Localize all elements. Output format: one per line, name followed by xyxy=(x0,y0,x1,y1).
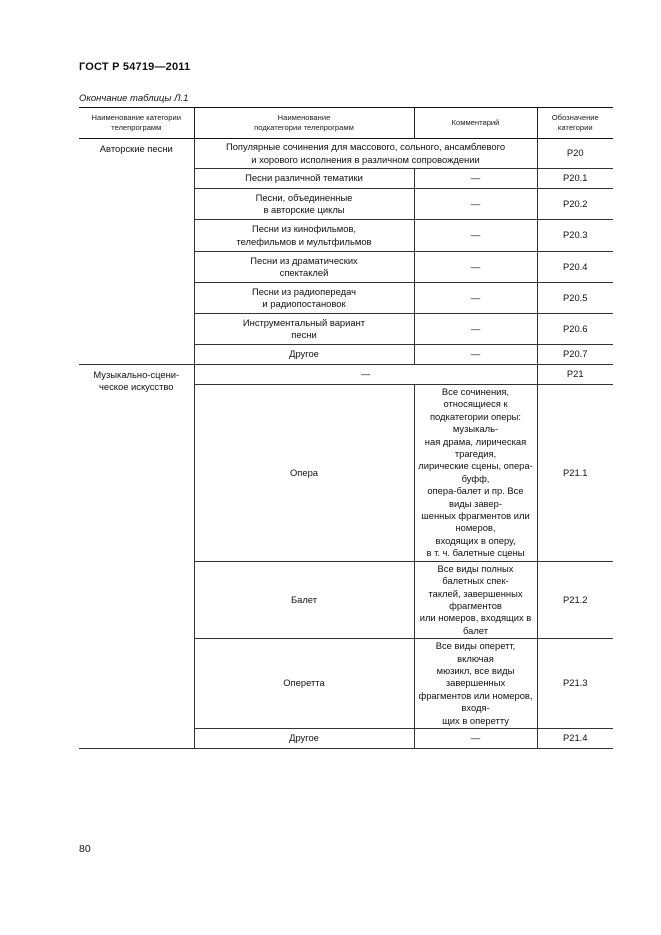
subcategory-cell: Оперетта xyxy=(194,639,414,729)
column-header-subcategory: Наименование подкатегории телепрограмм xyxy=(194,108,414,139)
code-cell: P21.1 xyxy=(537,385,613,562)
comment-cell: — xyxy=(414,283,537,314)
comment-cell: Все виды полных балетных спек- таклей, завершенных фрагментов или номеров, входящих в балет xyxy=(414,561,537,638)
document-id: ГОСТ Р 54719—2011 xyxy=(79,61,191,73)
table-header-row xyxy=(79,108,613,139)
code-cell: P21.3 xyxy=(537,639,613,729)
table-caption: Окончание таблицы Л.1 xyxy=(79,93,189,104)
code-cell: P21.4 xyxy=(537,728,613,748)
column-header-category: Наименование категории телепрограмм xyxy=(79,108,194,139)
comment-cell: Все виды оперетт, включая мюзикл, все виды завершенных фрагментов или номеров, входя- щих в оперетту xyxy=(414,639,537,729)
comment-cell: — xyxy=(414,728,537,748)
comment-cell: Все сочинения, относящиеся к подкатегории оперы: музыкаль- ная драма, лирическая трагедия, лирические сцены, опера-буфф, опера-балет и пр. Все виды завер- шенных фрагментов или номеров, входящих в оперу, в т. ч. балетные сцены xyxy=(414,385,537,562)
code-cell: P20.2 xyxy=(537,189,613,220)
comment-cell: — xyxy=(414,189,537,220)
subcategory-cell: — xyxy=(194,365,537,385)
subcategory-cell: Другое xyxy=(194,728,414,748)
code-cell: P20.3 xyxy=(537,220,613,252)
column-header-comment: Комментарий xyxy=(414,108,537,139)
code-cell: P20.1 xyxy=(537,169,613,189)
subcategory-cell: Другое xyxy=(194,345,414,365)
code-cell: P20.5 xyxy=(537,283,613,314)
category-table xyxy=(79,107,613,749)
subcategory-cell: Балет xyxy=(194,561,414,638)
category-cell: Авторские песни xyxy=(79,139,194,365)
column-header-code: Обозначение категории xyxy=(537,108,613,139)
subcategory-cell: Песни, объединенные в авторские циклы xyxy=(194,189,414,220)
subcategory-cell: Опера xyxy=(194,385,414,562)
comment-cell: — xyxy=(414,345,537,365)
code-cell: P20.6 xyxy=(537,314,613,345)
comment-cell: Популярные сочинения для массового, сольного, ансамблевого и хорового исполнения в различном сопровождении xyxy=(194,139,537,169)
code-cell: P20.7 xyxy=(537,345,613,365)
subcategory-cell: Инструментальный вариант песни xyxy=(194,314,414,345)
subcategory-cell: Песни из радиопередач и радиопостановок xyxy=(194,283,414,314)
subcategory-cell: Песни различной тематики xyxy=(194,169,414,189)
subcategory-cell: Песни из кинофильмов, телефильмов и мультфильмов xyxy=(194,220,414,252)
comment-cell: — xyxy=(414,314,537,345)
comment-cell: — xyxy=(414,169,537,189)
code-cell: P21 xyxy=(537,365,613,385)
subcategory-cell: Песни из драматических спектаклей xyxy=(194,252,414,283)
comment-cell: — xyxy=(414,220,537,252)
code-cell: P20.4 xyxy=(537,252,613,283)
table-row xyxy=(79,365,613,385)
category-cell: Музыкально-сцени- ческое искусство xyxy=(79,365,194,749)
page-number: 80 xyxy=(79,843,91,855)
code-cell: P21.2 xyxy=(537,561,613,638)
code-cell: P20 xyxy=(537,139,613,169)
comment-cell: — xyxy=(414,252,537,283)
table-row xyxy=(79,139,613,169)
